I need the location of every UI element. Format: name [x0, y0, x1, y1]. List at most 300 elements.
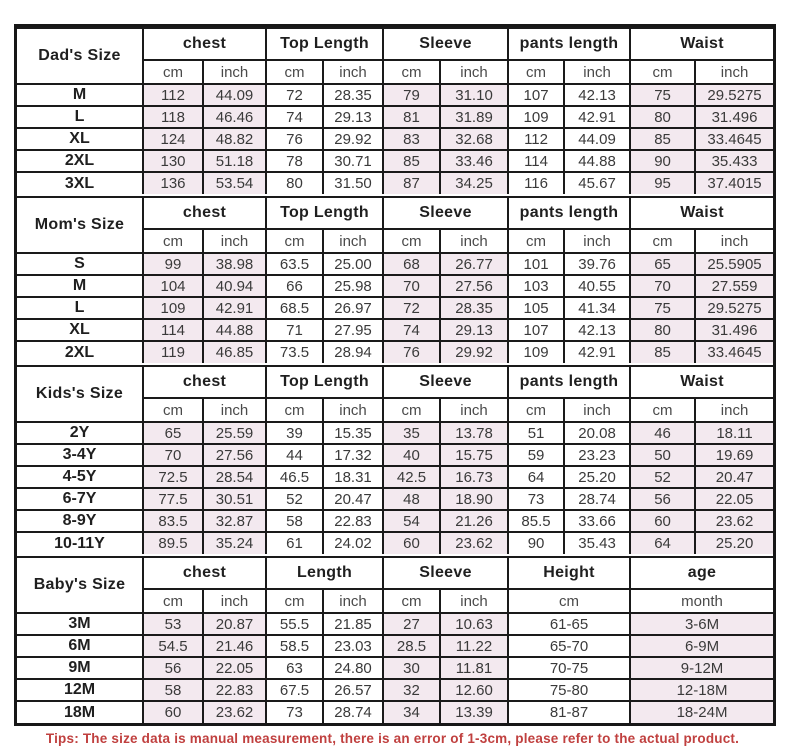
table-cell: 28.74 [323, 701, 383, 723]
size-label: L [17, 297, 143, 319]
table-cell: 109 [508, 106, 564, 128]
table-cell: 31.496 [695, 319, 773, 341]
table-cell: 9-12M [630, 657, 773, 679]
unit-header-length-cm: cm [266, 589, 323, 613]
table-cell: 53 [143, 613, 203, 635]
table-cell: 72 [383, 297, 440, 319]
table-cell: 28.35 [323, 84, 383, 106]
table-cell: 74 [383, 319, 440, 341]
table-cell: 20.47 [323, 488, 383, 510]
table-cell: 28.35 [440, 297, 508, 319]
column-group-chest: chest [143, 197, 266, 229]
table-cell: 25.98 [323, 275, 383, 297]
table-cell: 58.5 [266, 635, 323, 657]
table-cell: 23.62 [440, 532, 508, 554]
table-cell: 18-24M [630, 701, 773, 723]
table-cell: 35 [383, 422, 440, 444]
table-cell: 99 [143, 253, 203, 275]
table-cell: 116 [508, 172, 564, 194]
table-cell: 60 [383, 532, 440, 554]
table-cell: 21.85 [323, 613, 383, 635]
table-cell: 74 [266, 106, 323, 128]
table-cell: 24.02 [323, 532, 383, 554]
column-group-sleeve: Sleeve [383, 557, 508, 589]
table-cell: 67.5 [266, 679, 323, 701]
table-cell: 118 [143, 106, 203, 128]
size-table-kids-s-size [17, 365, 773, 554]
table-cell: 58 [266, 510, 323, 532]
unit-header-pants-length-inch: inch [564, 60, 630, 84]
table-cell: 73 [508, 488, 564, 510]
table-cell: 19.69 [695, 444, 773, 466]
table-cell: 44.09 [203, 84, 266, 106]
unit-header-pants-length-inch: inch [564, 398, 630, 422]
column-group-age: age [630, 557, 773, 589]
table-cell: 30.51 [203, 488, 266, 510]
size-label: 3XL [17, 172, 143, 194]
table-cell: 42.91 [564, 106, 630, 128]
column-group-waist: Waist [630, 28, 773, 60]
size-label: M [17, 275, 143, 297]
table-cell: 44.88 [564, 150, 630, 172]
table-cell: 15.75 [440, 444, 508, 466]
table-row [17, 319, 773, 341]
table-row [17, 679, 773, 701]
table-cell: 23.03 [323, 635, 383, 657]
unit-header-waist-inch: inch [695, 398, 773, 422]
table-row [17, 466, 773, 488]
column-group-pants-length: pants length [508, 366, 630, 398]
table-cell: 35.433 [695, 150, 773, 172]
table-cell: 61-65 [508, 613, 630, 635]
table-row [17, 444, 773, 466]
table-row [17, 341, 773, 363]
table-cell: 28.74 [564, 488, 630, 510]
table-cell: 85 [630, 128, 695, 150]
table-row [17, 106, 773, 128]
unit-header-top-length-cm: cm [266, 398, 323, 422]
table-cell: 25.5905 [695, 253, 773, 275]
table-cell: 12-18M [630, 679, 773, 701]
size-label: 8-9Y [17, 510, 143, 532]
section-title-kids-s-size: Kids's Size [17, 366, 143, 422]
table-cell: 80 [630, 106, 695, 128]
table-cell: 26.77 [440, 253, 508, 275]
table-cell: 85 [383, 150, 440, 172]
table-cell: 20.47 [695, 466, 773, 488]
table-cell: 50 [630, 444, 695, 466]
table-cell: 31.10 [440, 84, 508, 106]
table-row [17, 275, 773, 297]
table-cell: 42.13 [564, 319, 630, 341]
size-label: 12M [17, 679, 143, 701]
table-cell: 52 [630, 466, 695, 488]
unit-header-sleeve-cm: cm [383, 229, 440, 253]
size-label: XL [17, 128, 143, 150]
table-cell: 24.80 [323, 657, 383, 679]
table-row [17, 532, 773, 554]
table-cell: 29.92 [440, 341, 508, 363]
table-cell: 12.60 [440, 679, 508, 701]
table-cell: 42.5 [383, 466, 440, 488]
table-cell: 31.89 [440, 106, 508, 128]
table-row [17, 128, 773, 150]
table-cell: 87 [383, 172, 440, 194]
table-cell: 58 [143, 679, 203, 701]
unit-header-sleeve-inch: inch [440, 589, 508, 613]
unit-header-pants-length-cm: cm [508, 398, 564, 422]
table-cell: 89.5 [143, 532, 203, 554]
header-row-groups [17, 197, 773, 229]
table-cell: 33.46 [440, 150, 508, 172]
table-cell: 65-70 [508, 635, 630, 657]
table-cell: 40.55 [564, 275, 630, 297]
unit-header-sleeve-inch: inch [440, 229, 508, 253]
column-group-chest: chest [143, 28, 266, 60]
size-label: 3-4Y [17, 444, 143, 466]
table-cell: 136 [143, 172, 203, 194]
table-cell: 28.54 [203, 466, 266, 488]
unit-header-waist-cm: cm [630, 60, 695, 84]
table-cell: 70 [383, 275, 440, 297]
table-cell: 51.18 [203, 150, 266, 172]
table-cell: 32.68 [440, 128, 508, 150]
table-cell: 81 [383, 106, 440, 128]
size-chart-table-container [14, 24, 776, 726]
table-cell: 63.5 [266, 253, 323, 275]
table-cell: 53.54 [203, 172, 266, 194]
size-label: 2Y [17, 422, 143, 444]
table-cell: 44 [266, 444, 323, 466]
table-cell: 29.92 [323, 128, 383, 150]
table-cell: 38.98 [203, 253, 266, 275]
column-group-pants-length: pants length [508, 197, 630, 229]
table-cell: 44.88 [203, 319, 266, 341]
table-cell: 85 [630, 341, 695, 363]
table-row [17, 253, 773, 275]
table-row [17, 701, 773, 723]
column-group-waist: Waist [630, 366, 773, 398]
size-label: 6-7Y [17, 488, 143, 510]
table-cell: 42.13 [564, 84, 630, 106]
table-cell: 29.5275 [695, 84, 773, 106]
table-cell: 112 [508, 128, 564, 150]
table-row [17, 635, 773, 657]
table-cell: 18.90 [440, 488, 508, 510]
table-cell: 46 [630, 422, 695, 444]
table-cell: 28.94 [323, 341, 383, 363]
column-group-length: Length [266, 557, 383, 589]
size-label: 3M [17, 613, 143, 635]
size-label: 2XL [17, 341, 143, 363]
unit-header-top-length-cm: cm [266, 229, 323, 253]
table-cell: 32.87 [203, 510, 266, 532]
size-label: 18M [17, 701, 143, 723]
unit-header-waist-inch: inch [695, 60, 773, 84]
table-cell: 72.5 [143, 466, 203, 488]
table-cell: 18.11 [695, 422, 773, 444]
table-cell: 73.5 [266, 341, 323, 363]
table-cell: 32 [383, 679, 440, 701]
unit-header-pants-length-cm: cm [508, 229, 564, 253]
table-row [17, 150, 773, 172]
table-cell: 22.83 [323, 510, 383, 532]
table-cell: 85.5 [508, 510, 564, 532]
unit-header-chest-inch: inch [203, 589, 266, 613]
unit-header-waist-inch: inch [695, 229, 773, 253]
table-cell: 70 [630, 275, 695, 297]
table-cell: 39.76 [564, 253, 630, 275]
table-cell: 56 [143, 657, 203, 679]
table-cell: 13.39 [440, 701, 508, 723]
table-cell: 130 [143, 150, 203, 172]
column-group-chest: chest [143, 557, 266, 589]
unit-header-chest-cm: cm [143, 589, 203, 613]
unit-header-waist-cm: cm [630, 229, 695, 253]
size-table-baby-s-size [17, 556, 773, 723]
unit-header-sleeve-cm: cm [383, 60, 440, 84]
table-cell: 25.20 [695, 532, 773, 554]
size-label: S [17, 253, 143, 275]
table-cell: 54 [383, 510, 440, 532]
table-cell: 60 [143, 701, 203, 723]
table-cell: 105 [508, 297, 564, 319]
unit-header-pants-length-inch: inch [564, 229, 630, 253]
table-cell: 26.97 [323, 297, 383, 319]
table-row [17, 297, 773, 319]
table-cell: 16.73 [440, 466, 508, 488]
table-cell: 27.56 [440, 275, 508, 297]
table-cell: 20.08 [564, 422, 630, 444]
table-row [17, 657, 773, 679]
table-cell: 68 [383, 253, 440, 275]
column-group-top-length: Top Length [266, 28, 383, 60]
table-cell: 107 [508, 84, 564, 106]
table-cell: 27 [383, 613, 440, 635]
table-cell: 30.71 [323, 150, 383, 172]
table-row [17, 510, 773, 532]
table-cell: 80 [630, 319, 695, 341]
table-cell: 15.35 [323, 422, 383, 444]
table-cell: 35.43 [564, 532, 630, 554]
unit-header-top-length-inch: inch [323, 398, 383, 422]
table-cell: 28.5 [383, 635, 440, 657]
unit-header-length-inch: inch [323, 589, 383, 613]
unit-header-chest-cm: cm [143, 229, 203, 253]
section-title-mom-s-size: Mom's Size [17, 197, 143, 253]
table-cell: 48 [383, 488, 440, 510]
table-cell: 29.13 [440, 319, 508, 341]
table-cell: 70 [143, 444, 203, 466]
table-cell: 11.22 [440, 635, 508, 657]
table-cell: 35.24 [203, 532, 266, 554]
table-cell: 83 [383, 128, 440, 150]
column-group-height: Height [508, 557, 630, 589]
table-cell: 72 [266, 84, 323, 106]
size-table-mom-s-size [17, 196, 773, 363]
table-cell: 27.559 [695, 275, 773, 297]
table-cell: 34 [383, 701, 440, 723]
table-row [17, 84, 773, 106]
table-cell: 109 [508, 341, 564, 363]
unit-header-top-length-inch: inch [323, 229, 383, 253]
table-cell: 119 [143, 341, 203, 363]
table-cell: 66 [266, 275, 323, 297]
table-cell: 90 [630, 150, 695, 172]
table-cell: 27.95 [323, 319, 383, 341]
column-group-sleeve: Sleeve [383, 366, 508, 398]
table-cell: 41.34 [564, 297, 630, 319]
header-row-groups [17, 28, 773, 60]
unit-header-top-length-inch: inch [323, 60, 383, 84]
table-cell: 22.83 [203, 679, 266, 701]
column-group-waist: Waist [630, 197, 773, 229]
table-cell: 114 [143, 319, 203, 341]
table-cell: 37.4015 [695, 172, 773, 194]
table-cell: 104 [143, 275, 203, 297]
table-cell: 76 [383, 341, 440, 363]
unit-header-pants-length-cm: cm [508, 60, 564, 84]
table-cell: 40.94 [203, 275, 266, 297]
size-label: 6M [17, 635, 143, 657]
unit-header-sleeve-inch: inch [440, 60, 508, 84]
table-cell: 76 [266, 128, 323, 150]
table-cell: 29.5275 [695, 297, 773, 319]
unit-header-waist-cm: cm [630, 398, 695, 422]
table-cell: 11.81 [440, 657, 508, 679]
table-cell: 23.62 [695, 510, 773, 532]
table-cell: 31.496 [695, 106, 773, 128]
table-row [17, 422, 773, 444]
table-cell: 13.78 [440, 422, 508, 444]
table-cell: 21.26 [440, 510, 508, 532]
table-cell: 39 [266, 422, 323, 444]
table-cell: 77.5 [143, 488, 203, 510]
table-cell: 65 [630, 253, 695, 275]
table-cell: 64 [630, 532, 695, 554]
table-cell: 21.46 [203, 635, 266, 657]
column-group-top-length: Top Length [266, 197, 383, 229]
table-cell: 23.23 [564, 444, 630, 466]
table-cell: 63 [266, 657, 323, 679]
table-row [17, 488, 773, 510]
table-cell: 26.57 [323, 679, 383, 701]
table-cell: 59 [508, 444, 564, 466]
table-cell: 31.50 [323, 172, 383, 194]
table-cell: 42.91 [203, 297, 266, 319]
unit-header-age-month: month [630, 589, 773, 613]
unit-header-height-cm: cm [508, 589, 630, 613]
table-cell: 103 [508, 275, 564, 297]
table-cell: 65 [143, 422, 203, 444]
column-group-top-length: Top Length [266, 366, 383, 398]
table-cell: 95 [630, 172, 695, 194]
table-cell: 83.5 [143, 510, 203, 532]
table-cell: 23.62 [203, 701, 266, 723]
table-cell: 78 [266, 150, 323, 172]
column-group-pants-length: pants length [508, 28, 630, 60]
table-cell: 81-87 [508, 701, 630, 723]
table-cell: 114 [508, 150, 564, 172]
table-cell: 56 [630, 488, 695, 510]
size-label: XL [17, 319, 143, 341]
section-title-dad-s-size: Dad's Size [17, 28, 143, 84]
table-cell: 124 [143, 128, 203, 150]
table-cell: 46.46 [203, 106, 266, 128]
table-cell: 25.20 [564, 466, 630, 488]
table-cell: 30 [383, 657, 440, 679]
table-cell: 6-9M [630, 635, 773, 657]
table-cell: 3-6M [630, 613, 773, 635]
unit-header-chest-inch: inch [203, 60, 266, 84]
unit-header-top-length-cm: cm [266, 60, 323, 84]
size-label: L [17, 106, 143, 128]
size-label: M [17, 84, 143, 106]
table-cell: 61 [266, 532, 323, 554]
table-cell: 42.91 [564, 341, 630, 363]
table-row [17, 172, 773, 194]
table-cell: 64 [508, 466, 564, 488]
tips-text: Tips: The size data is manual measurement, there is an error of 1-3cm, please refer to the actual product. [45, 731, 740, 746]
table-cell: 90 [508, 532, 564, 554]
unit-header-chest-inch: inch [203, 398, 266, 422]
table-cell: 101 [508, 253, 564, 275]
table-cell: 107 [508, 319, 564, 341]
table-cell: 29.13 [323, 106, 383, 128]
table-cell: 33.4645 [695, 128, 773, 150]
size-label: 4-5Y [17, 466, 143, 488]
size-label: 10-11Y [17, 532, 143, 554]
table-cell: 18.31 [323, 466, 383, 488]
unit-header-chest-cm: cm [143, 398, 203, 422]
unit-header-chest-inch: inch [203, 229, 266, 253]
section-title-baby-s-size: Baby's Size [17, 557, 143, 613]
header-row-groups [17, 366, 773, 398]
table-cell: 22.05 [203, 657, 266, 679]
table-cell: 80 [266, 172, 323, 194]
table-cell: 73 [266, 701, 323, 723]
table-cell: 48.82 [203, 128, 266, 150]
table-cell: 109 [143, 297, 203, 319]
table-cell: 44.09 [564, 128, 630, 150]
column-group-chest: chest [143, 366, 266, 398]
table-cell: 60 [630, 510, 695, 532]
table-cell: 55.5 [266, 613, 323, 635]
unit-header-sleeve-cm: cm [383, 589, 440, 613]
table-row [17, 613, 773, 635]
table-cell: 68.5 [266, 297, 323, 319]
table-cell: 33.66 [564, 510, 630, 532]
unit-header-chest-cm: cm [143, 60, 203, 84]
table-cell: 27.56 [203, 444, 266, 466]
header-row-groups [17, 557, 773, 589]
size-label: 2XL [17, 150, 143, 172]
table-cell: 51 [508, 422, 564, 444]
table-cell: 40 [383, 444, 440, 466]
table-cell: 79 [383, 84, 440, 106]
table-cell: 17.32 [323, 444, 383, 466]
table-cell: 75 [630, 84, 695, 106]
table-cell: 70-75 [508, 657, 630, 679]
table-cell: 25.59 [203, 422, 266, 444]
table-cell: 52 [266, 488, 323, 510]
table-cell: 46.85 [203, 341, 266, 363]
table-cell: 34.25 [440, 172, 508, 194]
table-cell: 75 [630, 297, 695, 319]
table-cell: 22.05 [695, 488, 773, 510]
column-group-sleeve: Sleeve [383, 28, 508, 60]
column-group-sleeve: Sleeve [383, 197, 508, 229]
